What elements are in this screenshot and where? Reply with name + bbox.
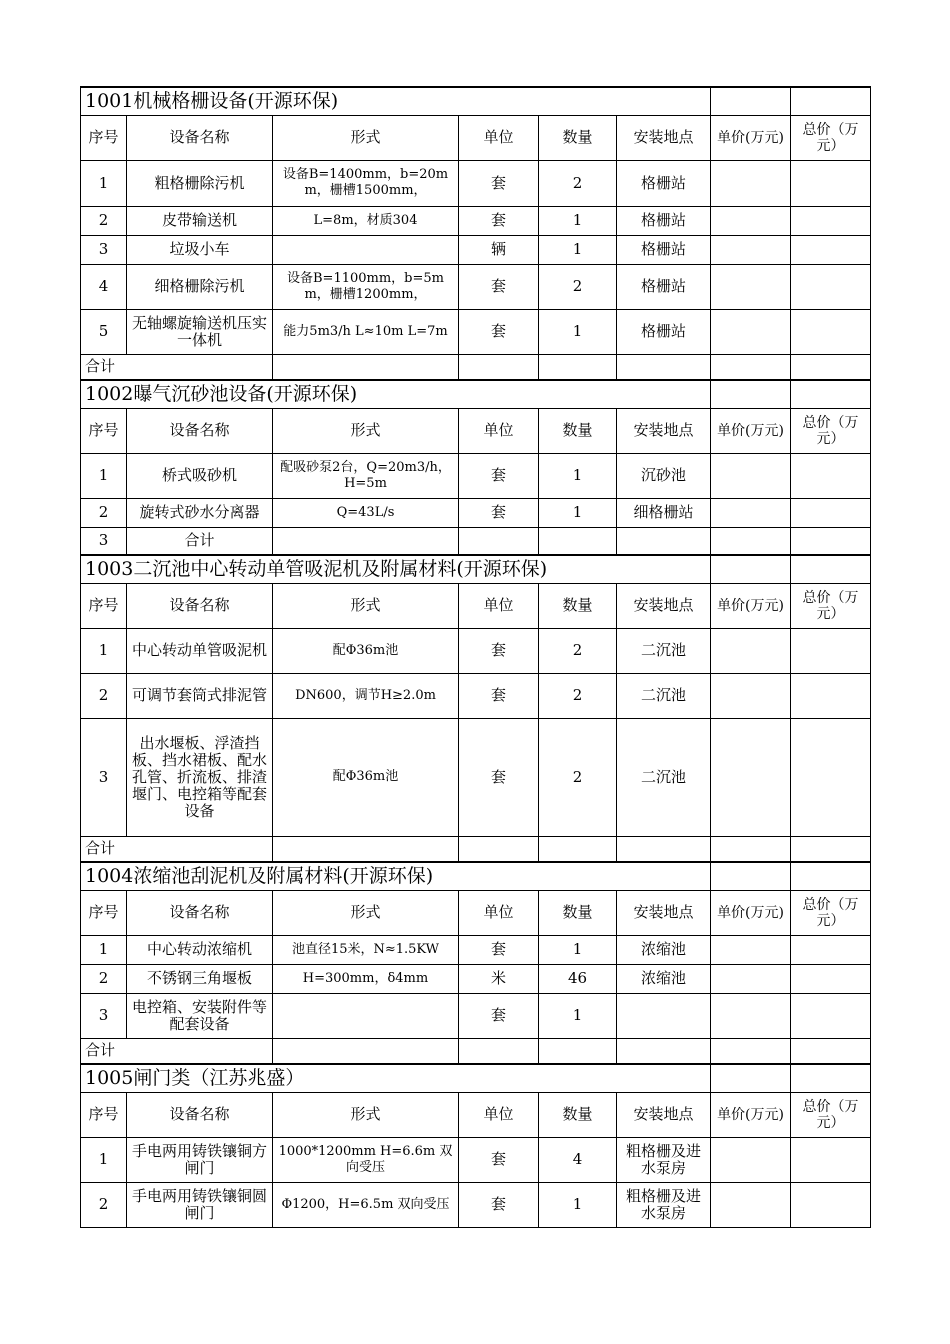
total-price-cell[interactable] <box>791 160 871 206</box>
total-blank-cell[interactable] <box>459 836 539 862</box>
column-header: 单位 <box>459 890 539 935</box>
location-cell[interactable]: 二沉池 <box>617 628 711 673</box>
column-header: 单价(万元) <box>711 115 791 160</box>
column-header: 形式 <box>273 583 459 628</box>
section-title-blank-cell[interactable] <box>711 862 791 890</box>
column-header: 序号 <box>81 890 127 935</box>
column-header: 设备名称 <box>127 408 273 453</box>
column-header: 数量 <box>539 1092 617 1137</box>
column-header: 序号 <box>81 408 127 453</box>
spec-cell[interactable]: 设备B=1400mm，b=20mm，栅槽1500mm， <box>273 160 459 206</box>
total-row <box>81 1038 871 1064</box>
total-row <box>81 836 871 862</box>
location-cell[interactable]: 格栅站 <box>617 206 711 235</box>
unit-cell[interactable]: 套 <box>459 993 539 1038</box>
unit-price-cell[interactable] <box>711 718 791 836</box>
equipment-name-cell[interactable]: 手电两用铸铁镶铜方闸门 <box>127 1137 273 1182</box>
unit-cell[interactable]: 套 <box>459 498 539 527</box>
total-price-cell[interactable] <box>791 206 871 235</box>
column-header: 序号 <box>81 1092 127 1137</box>
equipment-sheet <box>80 86 870 1228</box>
table-row <box>81 993 871 1038</box>
quantity-cell[interactable]: 2 <box>539 628 617 673</box>
total-row <box>81 354 871 380</box>
column-header: 单价(万元) <box>711 583 791 628</box>
quantity-cell[interactable]: 1 <box>539 206 617 235</box>
unit-price-cell[interactable] <box>711 264 791 309</box>
row-number-cell[interactable]: 2 <box>81 206 127 235</box>
total-price-cell[interactable] <box>791 718 871 836</box>
column-header: 安装地点 <box>617 408 711 453</box>
total-blank-cell[interactable] <box>273 354 459 380</box>
equipment-name-cell[interactable]: 合计 <box>127 527 273 555</box>
location-cell[interactable]: 沉砂池 <box>617 453 711 498</box>
table-row <box>81 673 871 718</box>
equipment-name-cell[interactable]: 细格栅除污机 <box>127 264 273 309</box>
table-row <box>81 964 871 993</box>
quantity-cell[interactable]: 4 <box>539 1137 617 1182</box>
column-header: 总价（万元） <box>791 890 871 935</box>
column-header: 形式 <box>273 1092 459 1137</box>
quantity-cell[interactable]: 1 <box>539 993 617 1038</box>
unit-price-cell[interactable] <box>711 309 791 354</box>
equipment-name-cell[interactable]: 旋转式砂水分离器 <box>127 498 273 527</box>
unit-price-cell[interactable] <box>711 453 791 498</box>
section-title-row <box>81 862 871 890</box>
row-number-cell[interactable]: 3 <box>81 993 127 1038</box>
unit-price-cell[interactable] <box>711 527 791 555</box>
table-row <box>81 718 871 836</box>
column-header: 数量 <box>539 583 617 628</box>
total-price-cell[interactable] <box>791 993 871 1038</box>
section-title-blank-cell[interactable] <box>791 380 871 408</box>
total-price-cell[interactable] <box>791 453 871 498</box>
quantity-cell[interactable]: 1 <box>539 309 617 354</box>
unit-price-cell[interactable] <box>711 206 791 235</box>
quantity-cell[interactable]: 1 <box>539 935 617 964</box>
equipment-name-cell[interactable]: 不锈钢三角堰板 <box>127 964 273 993</box>
unit-price-cell[interactable] <box>711 935 791 964</box>
total-blank-cell[interactable] <box>791 1038 871 1064</box>
row-number-cell[interactable]: 1 <box>81 453 127 498</box>
column-header: 安装地点 <box>617 115 711 160</box>
total-blank-cell[interactable] <box>459 1038 539 1064</box>
column-header: 单价(万元) <box>711 408 791 453</box>
spec-cell[interactable]: L=8m，材质304 <box>273 206 459 235</box>
column-header-row <box>81 1092 871 1137</box>
quantity-cell[interactable]: 2 <box>539 673 617 718</box>
location-cell[interactable] <box>617 993 711 1038</box>
total-blank-cell[interactable] <box>273 836 459 862</box>
location-cell[interactable] <box>617 527 711 555</box>
quantity-cell[interactable]: 1 <box>539 235 617 264</box>
section-title-row <box>81 555 871 583</box>
equipment-name-cell[interactable]: 粗格栅除污机 <box>127 160 273 206</box>
location-cell[interactable]: 细格栅站 <box>617 498 711 527</box>
section-title-row <box>81 1064 871 1092</box>
column-header: 单价(万元) <box>711 1092 791 1137</box>
unit-price-cell[interactable] <box>711 160 791 206</box>
row-number-cell[interactable]: 2 <box>81 1182 127 1227</box>
column-header: 单位 <box>459 1092 539 1137</box>
row-number-cell[interactable]: 3 <box>81 527 127 555</box>
location-cell[interactable]: 二沉池 <box>617 718 711 836</box>
column-header: 形式 <box>273 408 459 453</box>
unit-cell[interactable]: 套 <box>459 673 539 718</box>
unit-cell[interactable]: 套 <box>459 309 539 354</box>
table-row <box>81 235 871 264</box>
table-row <box>81 264 871 309</box>
column-header: 安装地点 <box>617 890 711 935</box>
table-row <box>81 160 871 206</box>
unit-cell[interactable] <box>459 527 539 555</box>
location-cell[interactable]: 格栅站 <box>617 264 711 309</box>
section-title-blank-cell[interactable] <box>791 1064 871 1092</box>
spec-cell[interactable]: 配Φ36m池 <box>273 628 459 673</box>
unit-cell[interactable]: 套 <box>459 628 539 673</box>
total-label: 合计 <box>81 354 273 380</box>
equipment-name-cell[interactable]: 无轴螺旋输送机压实一体机 <box>127 309 273 354</box>
equipment-name-cell[interactable]: 手电两用铸铁镶铜圆闸门 <box>127 1182 273 1227</box>
unit-price-cell[interactable] <box>711 964 791 993</box>
column-header: 数量 <box>539 115 617 160</box>
quantity-cell[interactable]: 2 <box>539 264 617 309</box>
column-header-row <box>81 115 871 160</box>
column-header: 序号 <box>81 115 127 160</box>
total-blank-cell[interactable] <box>273 1038 459 1064</box>
unit-cell[interactable]: 米 <box>459 964 539 993</box>
row-number-cell[interactable]: 3 <box>81 718 127 836</box>
column-header: 安装地点 <box>617 1092 711 1137</box>
section-title-blank-cell[interactable] <box>791 862 871 890</box>
table-row <box>81 498 871 527</box>
quantity-cell[interactable]: 1 <box>539 498 617 527</box>
unit-price-cell[interactable] <box>711 993 791 1038</box>
column-header: 序号 <box>81 583 127 628</box>
total-price-cell[interactable] <box>791 964 871 993</box>
total-price-cell[interactable] <box>791 264 871 309</box>
column-header: 设备名称 <box>127 890 273 935</box>
section-title: 1001机械格栅设备(开源环保) <box>81 87 711 115</box>
section-title-blank-cell[interactable] <box>791 87 871 115</box>
total-blank-cell[interactable] <box>791 354 871 380</box>
total-label: 合计 <box>81 836 273 862</box>
section-title-row <box>81 380 871 408</box>
table-row <box>81 527 871 555</box>
total-label: 合计 <box>81 1038 273 1064</box>
row-number-cell[interactable]: 1 <box>81 628 127 673</box>
equipment-name-cell[interactable]: 中心转动浓缩机 <box>127 935 273 964</box>
row-number-cell[interactable]: 2 <box>81 498 127 527</box>
total-blank-cell[interactable] <box>617 354 711 380</box>
spec-cell[interactable]: 能力5m3/h L≈10m L=7m <box>273 309 459 354</box>
total-price-cell[interactable] <box>791 235 871 264</box>
total-blank-cell[interactable] <box>791 836 871 862</box>
column-header: 设备名称 <box>127 1092 273 1137</box>
location-cell[interactable]: 粗格栅及进水泵房 <box>617 1182 711 1227</box>
section-title-blank-cell[interactable] <box>711 555 791 583</box>
equipment-name-cell[interactable]: 电控箱、安装附件等配套设备 <box>127 993 273 1038</box>
spec-cell[interactable]: DN600，调节H≥2.0m <box>273 673 459 718</box>
location-cell[interactable]: 浓缩池 <box>617 964 711 993</box>
total-price-cell[interactable] <box>791 935 871 964</box>
row-number-cell[interactable]: 2 <box>81 964 127 993</box>
spec-cell[interactable] <box>273 993 459 1038</box>
total-blank-cell[interactable] <box>617 836 711 862</box>
table-row <box>81 1182 871 1227</box>
row-number-cell[interactable]: 1 <box>81 160 127 206</box>
table-row <box>81 935 871 964</box>
row-number-cell[interactable]: 1 <box>81 935 127 964</box>
quantity-cell[interactable]: 1 <box>539 453 617 498</box>
unit-cell[interactable]: 套 <box>459 206 539 235</box>
row-number-cell[interactable]: 1 <box>81 1137 127 1182</box>
unit-cell[interactable]: 套 <box>459 264 539 309</box>
unit-price-cell[interactable] <box>711 628 791 673</box>
total-price-cell[interactable] <box>791 498 871 527</box>
total-price-cell[interactable] <box>791 527 871 555</box>
section-title: 1005闸门类（江苏兆盛） <box>81 1064 711 1092</box>
unit-cell[interactable]: 套 <box>459 718 539 836</box>
quantity-cell[interactable]: 1 <box>539 1182 617 1227</box>
section-title-blank-cell[interactable] <box>711 1064 791 1092</box>
quantity-cell[interactable]: 2 <box>539 718 617 836</box>
section-title: 1002曝气沉砂池设备(开源环保) <box>81 380 711 408</box>
column-header: 单位 <box>459 408 539 453</box>
table-row <box>81 1137 871 1182</box>
row-number-cell[interactable]: 4 <box>81 264 127 309</box>
total-blank-cell[interactable] <box>711 354 791 380</box>
equipment-name-cell[interactable]: 中心转动单管吸泥机 <box>127 628 273 673</box>
section-title: 1004浓缩池刮泥机及附属材料(开源环保) <box>81 862 711 890</box>
total-blank-cell[interactable] <box>539 354 617 380</box>
section-title-row <box>81 87 871 115</box>
column-header: 设备名称 <box>127 115 273 160</box>
equipment-name-cell[interactable]: 桥式吸砂机 <box>127 453 273 498</box>
total-blank-cell[interactable] <box>539 1038 617 1064</box>
table-row <box>81 628 871 673</box>
equipment-name-cell[interactable]: 出水堰板、浮渣挡板、挡水裙板、配水孔管、折流板、排渣堰门、电控箱等配套设备 <box>127 718 273 836</box>
unit-price-cell[interactable] <box>711 1137 791 1182</box>
unit-cell[interactable]: 套 <box>459 1137 539 1182</box>
column-header: 单位 <box>459 583 539 628</box>
location-cell[interactable]: 格栅站 <box>617 235 711 264</box>
total-price-cell[interactable] <box>791 1137 871 1182</box>
total-price-cell[interactable] <box>791 309 871 354</box>
column-header: 总价（万元） <box>791 583 871 628</box>
column-header: 单价(万元) <box>711 890 791 935</box>
quantity-cell[interactable]: 46 <box>539 964 617 993</box>
row-number-cell[interactable]: 2 <box>81 673 127 718</box>
total-price-cell[interactable] <box>791 628 871 673</box>
column-header: 形式 <box>273 890 459 935</box>
total-price-cell[interactable] <box>791 1182 871 1227</box>
column-header: 总价（万元） <box>791 1092 871 1137</box>
table-row <box>81 453 871 498</box>
column-header: 形式 <box>273 115 459 160</box>
spec-cell[interactable]: 1000*1200mm H=6.6m 双向受压 <box>273 1137 459 1182</box>
quantity-cell[interactable] <box>539 527 617 555</box>
spec-cell[interactable]: Q=43L/s <box>273 498 459 527</box>
total-blank-cell[interactable] <box>617 1038 711 1064</box>
table-row <box>81 206 871 235</box>
total-blank-cell[interactable] <box>459 354 539 380</box>
column-header-row <box>81 583 871 628</box>
table-row <box>81 309 871 354</box>
unit-cell[interactable]: 套 <box>459 1182 539 1227</box>
section-title-blank-cell[interactable] <box>711 380 791 408</box>
total-blank-cell[interactable] <box>711 836 791 862</box>
section-title-blank-cell[interactable] <box>711 87 791 115</box>
column-header: 单位 <box>459 115 539 160</box>
column-header: 总价（万元） <box>791 115 871 160</box>
unit-cell[interactable]: 套 <box>459 453 539 498</box>
location-cell[interactable]: 浓缩池 <box>617 935 711 964</box>
unit-price-cell[interactable] <box>711 1182 791 1227</box>
section-title-blank-cell[interactable] <box>791 555 871 583</box>
spec-cell[interactable]: 设备B=1100mm，b=5mm，栅槽1200mm， <box>273 264 459 309</box>
unit-cell[interactable]: 套 <box>459 935 539 964</box>
column-header: 数量 <box>539 408 617 453</box>
column-header-row <box>81 890 871 935</box>
unit-price-cell[interactable] <box>711 673 791 718</box>
column-header: 总价（万元） <box>791 408 871 453</box>
column-header: 设备名称 <box>127 583 273 628</box>
equipment-table <box>80 86 871 1228</box>
spec-cell[interactable]: 配吸砂泵2台，Q=20m3/h，H=5m <box>273 453 459 498</box>
unit-cell[interactable]: 辆 <box>459 235 539 264</box>
spec-cell[interactable]: 配Φ36m池 <box>273 718 459 836</box>
spec-cell[interactable] <box>273 235 459 264</box>
section-title: 1003二沉池中心转动单管吸泥机及附属材料(开源环保) <box>81 555 711 583</box>
location-cell[interactable]: 粗格栅及进水泵房 <box>617 1137 711 1182</box>
row-number-cell[interactable]: 3 <box>81 235 127 264</box>
spec-cell[interactable] <box>273 527 459 555</box>
unit-cell[interactable]: 套 <box>459 160 539 206</box>
total-blank-cell[interactable] <box>539 836 617 862</box>
column-header-row <box>81 408 871 453</box>
row-number-cell[interactable]: 5 <box>81 309 127 354</box>
total-blank-cell[interactable] <box>711 1038 791 1064</box>
quantity-cell[interactable]: 2 <box>539 160 617 206</box>
location-cell[interactable]: 格栅站 <box>617 160 711 206</box>
unit-price-cell[interactable] <box>711 235 791 264</box>
column-header: 数量 <box>539 890 617 935</box>
spec-cell[interactable]: Φ1200，H=6.5m 双向受压 <box>273 1182 459 1227</box>
equipment-name-cell[interactable]: 皮带输送机 <box>127 206 273 235</box>
total-price-cell[interactable] <box>791 673 871 718</box>
location-cell[interactable]: 二沉池 <box>617 673 711 718</box>
location-cell[interactable]: 格栅站 <box>617 309 711 354</box>
spec-cell[interactable]: 池直径15米，N≈1.5KW <box>273 935 459 964</box>
spec-cell[interactable]: H=300mm，δ4mm <box>273 964 459 993</box>
equipment-name-cell[interactable]: 垃圾小车 <box>127 235 273 264</box>
column-header: 安装地点 <box>617 583 711 628</box>
unit-price-cell[interactable] <box>711 498 791 527</box>
equipment-name-cell[interactable]: 可调节套筒式排泥管 <box>127 673 273 718</box>
